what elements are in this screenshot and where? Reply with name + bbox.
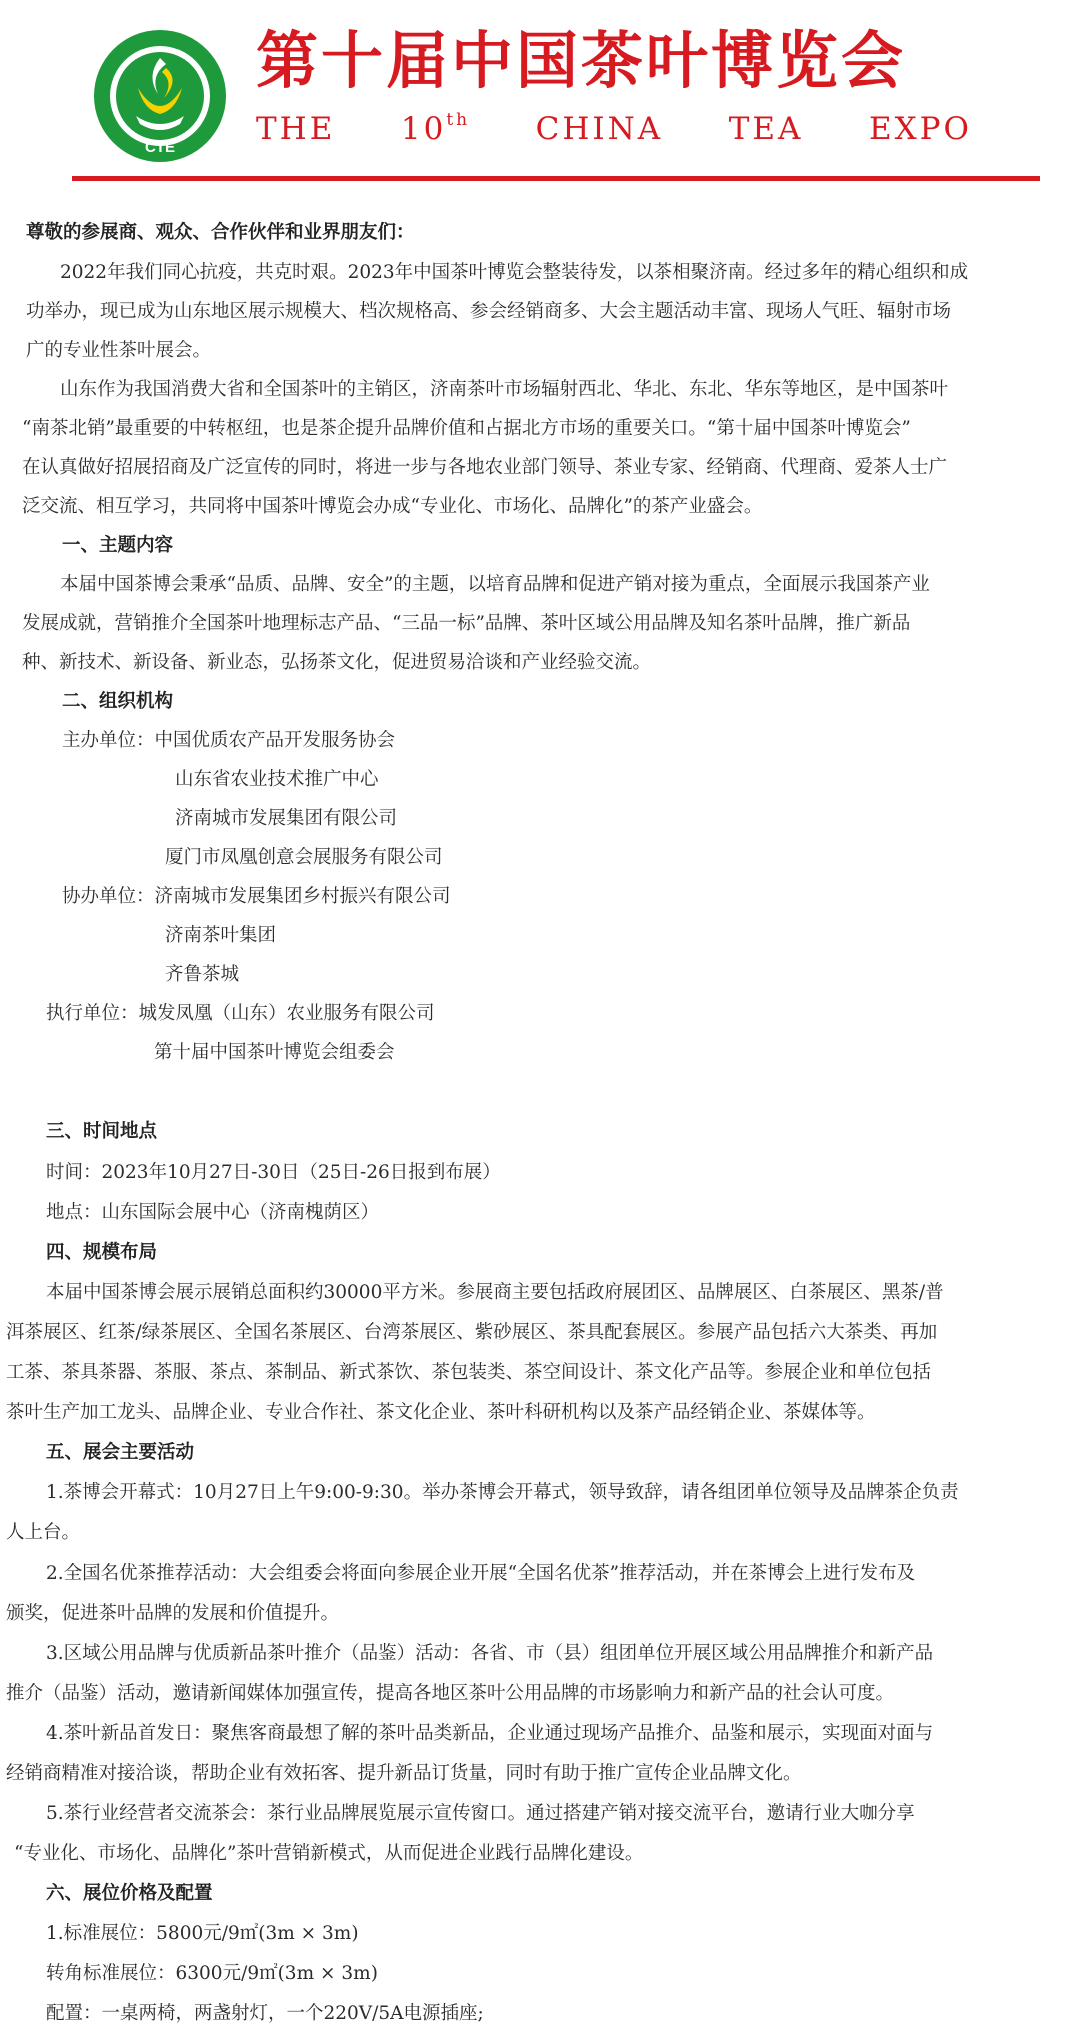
title-en-ordinal: 10th: [400, 110, 471, 147]
section-heading: 四、规模布局: [46, 1242, 158, 1263]
paragraph-line: 种、新技术、新设备、新业态，弘扬茶文化，促进贸易洽谈和产业经验交流。: [22, 652, 652, 673]
expo-title-chinese: 第十届中国茶叶博览会: [256, 24, 907, 97]
title-en-word: CHINA: [535, 111, 664, 147]
price-line: 1.标准展位：5800元/9㎡(3m × 3m): [46, 1923, 359, 1944]
section-heading: 三、时间地点: [46, 1121, 158, 1142]
paragraph-line: 4.茶叶新品首发日：聚焦客商最想了解的茶叶品类新品，企业通过现场产品推介、品鉴和展示，实现面对面与: [46, 1723, 934, 1744]
title-en-word: TEA: [728, 111, 804, 147]
paragraph-line: 山东作为我国消费大省和全国茶叶的主销区，济南茶叶市场辐射西北、华北、东北、华东等地区，是中国茶叶: [60, 379, 949, 400]
paragraph-line: 时间：2023年10月27日-30日（25日-26日报到布展）: [46, 1162, 501, 1183]
paragraph-line: 1.茶博会开幕式：10月27日上午9:00-9:30。举办茶博会开幕式，领导致辞，请各组团单位领导及品牌茶企负责: [46, 1482, 959, 1503]
paragraph-line: 3.区域公用品牌与优质新品茶叶推介（品鉴）活动：各省、市（县）组团单位开展区域公用品牌推介和新产品: [46, 1643, 934, 1664]
paragraph-line: 经销商精准对接洽谈，帮助企业有效拓客、提升新品订货量，同时有助于推广宣传企业品牌文化。: [6, 1763, 802, 1784]
salutation: 尊敬的参展商、观众、合作伙伴和业界朋友们：: [26, 222, 415, 243]
section-heading: 一、主题内容: [62, 535, 174, 556]
organizer-line: 山东省农业技术推广中心: [175, 769, 379, 790]
organizer-line: 第十届中国茶叶博览会组委会: [154, 1042, 395, 1063]
expo-title-english: [256, 110, 972, 147]
paragraph-line: 工茶、茶具茶器、茶服、茶点、茶制品、新式茶饮、茶包装类、茶空间设计、茶文化产品等。参展企业和单位包括: [6, 1362, 932, 1383]
paragraph-line: 泛交流、相互学习，共同将中国茶叶博览会办成“专业化、市场化、品牌化”的茶产业盛会。: [22, 496, 763, 517]
logo-abbrev: CTE: [145, 139, 175, 156]
paragraph-line: 本届中国茶博会秉承“品质、品牌、安全”的主题，以培育品牌和促进产销对接为重点，全面展示我国茶产业: [60, 574, 930, 595]
paragraph-line: 2022年我们同心抗疫，共克时艰。2023年中国茶叶博览会整装待发，以茶相聚济南。经过多年的精心组织和成: [60, 262, 969, 283]
header: [0, 0, 1080, 185]
paragraph-line: 本届中国茶博会展示展销总面积约30000平方米。参展商主要包括政府展团区、品牌展区、白茶展区、黑茶/普: [46, 1282, 944, 1303]
organizer-line: 齐鲁茶城: [165, 964, 240, 985]
organizer-line: 协办单位：济南城市发展集团乡村振兴有限公司: [62, 886, 451, 907]
paragraph-line: 5.茶行业经营者交流茶会：茶行业品牌展览展示宣传窗口。通过搭建产销对接交流平台，邀请行业大咖分享: [46, 1803, 915, 1824]
paragraph-line: 颁奖，促进茶叶品牌的发展和价值提升。: [6, 1603, 340, 1624]
section-heading: 六、展位价格及配置: [46, 1883, 213, 1904]
paragraph-line: 功举办，现已成为山东地区展示规模大、档次规格高、参会经销商多、大会主题活动丰富、现场人气旺、辐射市场: [26, 301, 952, 322]
paragraph-line: 地点：山东国际会展中心（济南槐荫区）: [46, 1202, 380, 1223]
paragraph-line: “南茶北销”最重要的中转枢纽，也是茶企提升品牌价值和占据北方市场的重要关口。“第十届中国茶叶博览会”: [22, 418, 911, 439]
organizer-line: 济南城市发展集团有限公司: [175, 808, 398, 829]
paragraph-line: 洱茶展区、红茶/绿茶展区、全国名茶展区、台湾茶展区、紫砂展区、茶具配套展区。参展产品包括六大茶类、再加: [6, 1322, 938, 1343]
paragraph-line: 茶叶生产加工龙头、品牌企业、专业合作社、茶文化企业、茶叶科研机构以及茶产品经销企业、茶媒体等。: [6, 1402, 876, 1423]
price-line: 转角标准展位：6300元/9㎡(3m × 3m): [46, 1963, 378, 1984]
section-heading: 五、展会主要活动: [46, 1442, 195, 1463]
paragraph-line: “专业化、市场化、品牌化”茶叶营销新模式，从而促进企业践行品牌化建设。: [14, 1843, 644, 1864]
organizer-line: 济南茶叶集团: [165, 925, 277, 946]
cte-logo-icon: [92, 28, 228, 164]
paragraph-line: 广的专业性茶叶展会。: [26, 340, 212, 361]
section-heading: 二、组织机构: [62, 691, 174, 712]
header-divider: [72, 176, 1040, 181]
paragraph-line: 人上台。: [6, 1522, 81, 1543]
paragraph-line: 2.全国名优茶推荐活动：大会组委会将面向参展企业开展“全国名优茶”推荐活动，并在茶博会上进行发布及: [46, 1563, 916, 1584]
paragraph-line: 推介（品鉴）活动，邀请新闻媒体加强宣传，提高各地区茶叶公用品牌的市场影响力和新产品的社会认可度。: [6, 1683, 895, 1704]
price-line: 配置：一桌两椅，两盏射灯，一个220V/5A电源插座;: [46, 2003, 484, 2024]
paragraph-line: 发展成就，营销推介全国茶叶地理标志产品、“三品一标”品牌、茶叶区域公用品牌及知名茶叶品牌，推广新品: [22, 613, 911, 634]
organizer-line: 主办单位：中国优质农产品开发服务协会: [62, 730, 396, 751]
organizer-line: 厦门市凤凰创意会展服务有限公司: [165, 847, 443, 868]
paragraph-line: 在认真做好招展招商及广泛宣传的同时，将进一步与各地农业部门领导、茶业专家、经销商、代理商、爱茶人士广: [22, 457, 948, 478]
organizer-line: 执行单位：城发凤凰（山东）农业服务有限公司: [46, 1003, 435, 1024]
title-en-word: THE: [256, 111, 336, 147]
title-en-word: EXPO: [868, 111, 972, 147]
